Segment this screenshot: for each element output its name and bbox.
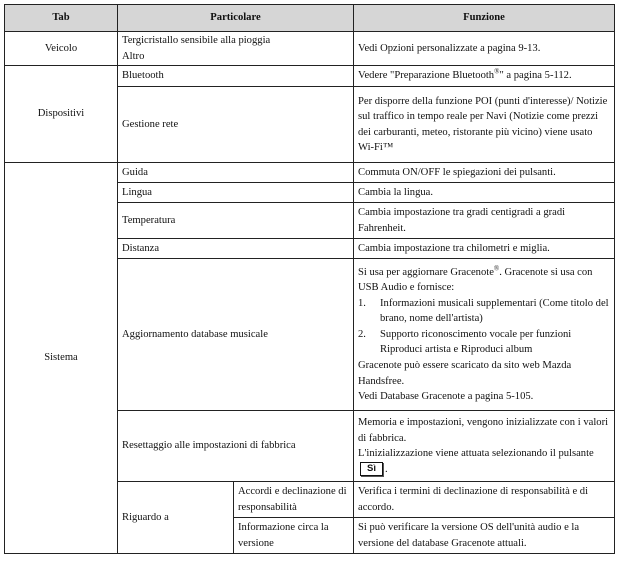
particolare-text: Distanza	[118, 239, 354, 259]
header-funzione: Funzione	[354, 5, 615, 32]
funzione-text: Cambia impostazione tra chilometri e miglia.	[354, 239, 615, 259]
list-number: 1.	[358, 297, 366, 309]
particolare-text: Tergicristallo sensibile alla pioggia	[122, 35, 271, 46]
registered-mark: ®	[493, 263, 500, 272]
particolare-text: Temperatura	[118, 203, 354, 239]
funzione-text: Gracenote può essere scaricato da sito web Mazda Handsfree.	[358, 360, 572, 387]
particolare-text: Resettaggio alle impostazioni di fabbrica	[118, 411, 354, 482]
particolare-text: Lingua	[118, 183, 354, 203]
funzione-cell	[354, 259, 615, 411]
intro-text: Si usa per aggiornare Gracenote	[358, 266, 494, 278]
particolare-sub-text: Accordi e declinazione di responsabilità	[234, 482, 354, 518]
funzione-text: Vedi Opzioni personalizzate a pagina 9-13.	[354, 32, 615, 66]
particolare-text: Altro	[122, 50, 145, 62]
intro-text: . Gracenote si usa con USB Audio e fornisce:	[358, 266, 593, 294]
funzione-cell	[354, 411, 615, 482]
funzione-text: Cambia la lingua.	[354, 183, 615, 203]
funzione-text: Vedi Database Gracenote a pagina 5-105.	[358, 391, 534, 403]
particolare-sub-text: Informazione circa la versione	[234, 518, 354, 554]
particolare-text: Riguardo a	[118, 482, 234, 554]
funzione-text: " a pagina 5-112.	[499, 70, 572, 82]
settings-table	[4, 4, 615, 554]
particolare-cell	[118, 32, 354, 66]
si-button: Sì	[360, 462, 383, 476]
header-tab: Tab	[5, 5, 118, 32]
table-row	[5, 163, 615, 183]
funzione-text	[358, 446, 610, 477]
particolare-text: Aggiornamento database musicale	[118, 259, 354, 411]
table-row	[5, 32, 615, 66]
funzione-text	[358, 265, 610, 296]
funzione-text: Vedere "Preparazione Bluetooth	[358, 70, 495, 82]
header-particolare: Particolare	[118, 5, 354, 32]
reset-text: .	[384, 463, 388, 475]
particolare-text: Gestione rete	[118, 87, 354, 163]
tab-veicolo: Veicolo	[5, 32, 118, 66]
registered-mark: ®	[494, 67, 500, 76]
list-item	[358, 296, 610, 327]
list-item	[358, 327, 610, 358]
header-row	[5, 5, 615, 32]
tab-sistema: Sistema	[5, 163, 118, 554]
reset-text: L'inizializzazione viene attuata selezionando il pulsante	[358, 448, 594, 460]
list-text: Informazioni musicali supplementari (Come titolo del brano, nome dell'artista)	[380, 297, 609, 325]
particolare-text: Bluetooth	[118, 66, 354, 87]
funzione-text: Si può verificare la versione OS dell'unità audio e la versione del database Gracenote attuali.	[354, 518, 615, 554]
funzione-text: Memoria e impostazioni, vengono inizializzate con i valori di fabbrica.	[358, 417, 609, 444]
funzione-cell	[354, 66, 615, 87]
funzione-text: Per disporre della funzione POI (punti d'interesse)/ Notizie sul traffico in tempo reale per Navi (Notizie come prezzi dei carburanti, meteo, ristorante più vicino) viene usato Wi-Fi™	[354, 87, 615, 163]
list-text: Supporto riconoscimento vocale per funzioni Riproduci artista e Riproduci album	[380, 328, 572, 356]
funzione-text: Commuta ON/OFF le spiegazioni dei pulsanti.	[354, 163, 615, 183]
table-row	[5, 66, 615, 87]
tab-dispositivi: Dispositivi	[5, 66, 118, 163]
funzione-text: Cambia impostazione tra gradi centigradi a gradi Fahrenheit.	[354, 203, 615, 239]
funzione-text: Verifica i termini di declinazione di responsabilità e di accordo.	[354, 482, 615, 518]
list-number: 2.	[358, 328, 366, 340]
particolare-text: Guida	[118, 163, 354, 183]
